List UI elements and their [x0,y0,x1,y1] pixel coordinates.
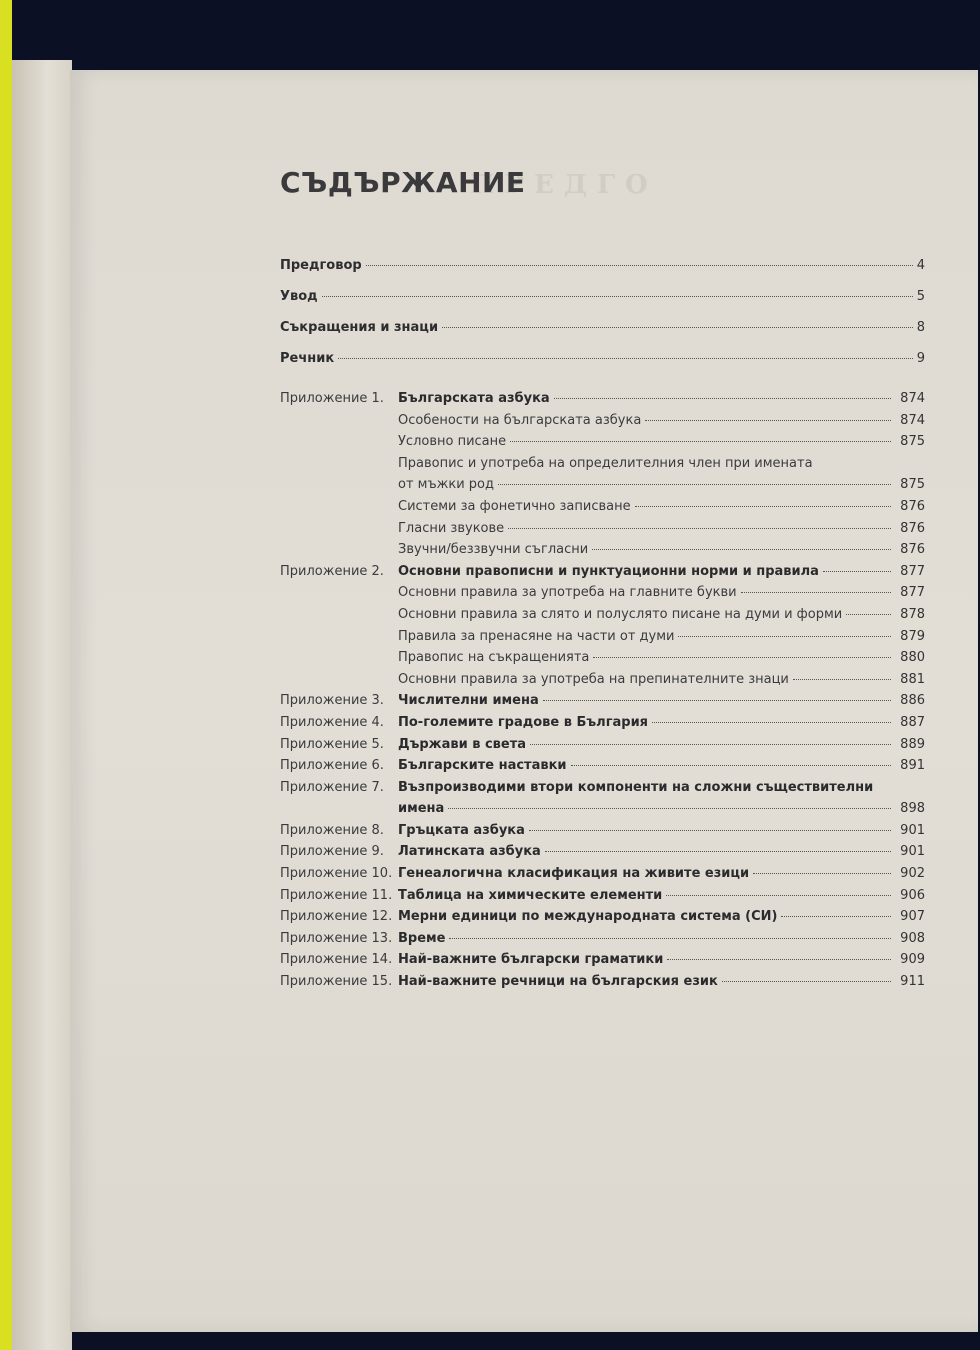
appendix-entries [398,928,925,950]
toc-entry-label: Българските наставки [398,758,567,774]
toc-page-number: 874 [900,412,925,428]
toc-row[interactable] [398,820,925,842]
toc-row[interactable] [398,755,925,777]
toc-row[interactable] [398,474,925,496]
toc-entry-label: Правила за пренасяне на части от думи [398,628,675,644]
appendix-label: Приложение 12. [280,909,393,925]
toc-entry-label: Речник [280,351,335,366]
appendix-entries [398,863,925,885]
dot-leader [823,571,891,572]
toc-entry-label: Най-важните речници на българския език [398,974,718,990]
dot-leader [510,441,891,442]
dot-leader [666,895,891,896]
toc-entry-label: Време [398,930,446,946]
toc-row[interactable] [398,712,925,734]
dot-leader [645,420,891,421]
toc-entry-label: Предговор [280,258,362,273]
toc-row[interactable] [398,453,925,475]
toc-entry-label: Особености на българската азбука [398,412,642,428]
appendix-label: Приложение 7. [280,779,384,795]
toc-page-number: 891 [900,758,925,774]
toc-row[interactable] [398,734,925,756]
appendix-group [280,885,925,907]
toc-entry-label: Съкращения и знаци [280,320,439,335]
toc-row[interactable] [398,690,925,712]
dot-leader [448,808,891,809]
appendix-group [280,820,925,842]
toc-page-number: 907 [900,909,925,925]
appendix-entries [398,777,925,820]
appendix-label: Приложение 9. [280,844,384,860]
toc-entry-label: Правопис и употреба на определителния член при имената [398,455,813,471]
dot-leader [635,506,891,507]
toc-row[interactable] [398,626,925,648]
appendix-entries [398,841,925,863]
dot-leader [793,679,891,680]
toc-entry-label: Основни правописни и пунктуационни норми и правила [398,563,819,579]
toc-page-number: 874 [900,391,925,406]
toc-page-number: 877 [900,563,925,579]
dot-leader [545,851,891,852]
appendix-group [280,712,925,734]
dot-leader [322,296,913,297]
toc-page-number: 8 [916,320,925,335]
appendix-group [280,906,925,928]
toc-entry-label: Звучни/беззвучни съгласни [398,542,589,558]
toc-page-number: 5 [916,289,925,304]
dot-leader [846,614,891,615]
appendix-list [280,388,925,993]
toc-page-number: 875 [900,477,925,493]
toc-entry-label: По-големите градове в България [398,714,649,730]
toc-row[interactable] [398,582,925,604]
toc-page-number: 876 [900,520,925,536]
toc-row[interactable] [398,798,925,820]
appendix-entries [398,755,925,777]
toc-page-number: 877 [900,585,925,601]
toc-page-number: 875 [900,434,925,450]
dot-leader [543,700,891,701]
appendix-entries [398,734,925,756]
dot-leader [498,484,891,485]
dot-leader [741,592,891,593]
toc-row[interactable] [398,841,925,863]
appendix-label: Приложение 6. [280,758,384,774]
appendix-entries [398,820,925,842]
book-edge-strip [0,0,12,1350]
appendix-label: Приложение 4. [280,714,384,730]
toc-row[interactable] [398,971,925,993]
appendix-group [280,863,925,885]
dot-leader [571,765,891,766]
appendix-label: Приложение 5. [280,736,384,752]
toc-page-number: 906 [900,887,925,903]
appendix-group [280,734,925,756]
toc-row[interactable] [280,289,925,320]
toc-row[interactable] [398,518,925,540]
appendix-group [280,949,925,971]
front-matter-list [280,258,925,382]
toc-entry-label: Таблица на химическите елементи [398,887,663,903]
appendix-entries [398,690,925,712]
toc-page-number: 878 [900,606,925,622]
toc-page-number: 876 [900,498,925,514]
dot-leader [722,981,891,982]
toc-page-number: 876 [900,542,925,558]
appendix-group [280,777,925,820]
toc-page-number: 901 [900,844,925,860]
toc-entry-label: Условно писане [398,434,507,450]
dot-leader [366,265,913,266]
toc-page-number: 880 [900,650,925,666]
appendix-label: Приложение 14. [280,952,393,968]
dot-leader [678,636,891,637]
appendix-label: Приложение 1. [280,391,384,406]
dot-leader [338,358,913,359]
table-of-contents [280,258,925,993]
toc-page-number: 4 [916,258,925,273]
appendix-entries [398,885,925,907]
toc-row[interactable] [280,258,925,289]
appendix-entries [398,388,925,561]
toc-entry-label: Числителни имена [398,693,539,709]
dot-leader [781,916,891,917]
toc-page-number: 902 [900,866,925,882]
appendix-label: Приложение 13. [280,930,393,946]
toc-entry-label: Основни правила за употреба на главните букви [398,585,737,601]
toc-page-number: 886 [900,693,925,709]
toc-entry-label: Основни правила за слято и полуслято писане на думи и форми [398,606,843,622]
toc-row[interactable] [398,647,925,669]
toc-row[interactable] [398,539,925,561]
appendix-group [280,971,925,993]
appendix-label: Приложение 11. [280,887,393,903]
toc-row[interactable] [398,410,925,432]
dot-leader [442,327,913,328]
toc-entry-label: Правопис на съкращенията [398,650,590,666]
toc-page-number: 901 [900,822,925,838]
toc-page-number: 879 [900,628,925,644]
appendix-label: Приложение 3. [280,693,384,709]
toc-page-number: 908 [900,930,925,946]
dot-leader [753,873,891,874]
toc-row[interactable] [398,561,925,583]
appendix-label: Приложение 8. [280,822,384,838]
toc-page-number: 898 [900,801,925,817]
toc-row[interactable] [398,777,925,799]
toc-entry-label: Латинската азбука [398,844,541,860]
appendix-entries [398,949,925,971]
toc-entry-label: Мерни единици по международната система (СИ) [398,909,778,925]
toc-row[interactable] [280,320,925,351]
bleed-through-text: ПРЕДГО [470,170,658,200]
toc-page-number: 881 [900,671,925,687]
appendix-group [280,561,925,691]
appendix-group [280,388,925,561]
dot-leader [529,830,891,831]
toc-page-number: 889 [900,736,925,752]
appendix-entries [398,712,925,734]
appendix-label: Приложение 2. [280,563,384,579]
toc-entry-label: Държави в света [398,736,527,752]
appendix-group [280,690,925,712]
toc-entry-label: Най-важните български граматики [398,952,664,968]
toc-entry-label: Възпроизводими втори компоненти на сложни съществителни [398,779,874,795]
toc-entry-label: от мъжки род [398,477,494,493]
dot-leader [530,744,891,745]
toc-row[interactable] [398,604,925,626]
dot-leader [508,528,891,529]
toc-page-number: 911 [900,974,925,990]
appendix-label: Приложение 10. [280,866,393,882]
toc-row[interactable] [398,431,925,453]
dot-leader [449,938,891,939]
appendix-entries [398,971,925,993]
toc-row[interactable] [398,885,925,907]
book-spine-edge [12,60,72,1350]
book-page [70,70,978,1332]
toc-entry-label: Системи за фонетично записване [398,498,631,514]
appendix-group [280,928,925,950]
toc-row[interactable] [398,496,925,518]
toc-entry-label: Увод [280,289,318,304]
toc-entry-label: имена [398,801,445,817]
toc-row[interactable] [398,863,925,885]
appendix-label: Приложение 15. [280,974,393,990]
appendix-group [280,755,925,777]
appendix-entries [398,906,925,928]
toc-entry-label: Основни правила за употреба на препинателните знаци [398,671,789,687]
dot-leader [667,959,891,960]
dot-leader [593,657,891,658]
toc-page-number: 9 [916,351,925,366]
toc-row[interactable] [398,669,925,691]
toc-page-number: 909 [900,952,925,968]
toc-row[interactable] [398,949,925,971]
toc-row[interactable] [398,906,925,928]
dot-leader [554,398,891,399]
toc-row[interactable] [398,388,925,410]
appendix-group [280,841,925,863]
toc-row[interactable] [280,351,925,382]
toc-page-number: 887 [900,714,925,730]
toc-entry-label: Генеалогична класификация на живите езици [398,866,750,882]
dot-leader [592,549,891,550]
toc-entry-label: Българската азбука [398,391,550,406]
toc-row[interactable] [398,928,925,950]
dot-leader [652,722,891,723]
toc-entry-label: Гръцката азбука [398,822,525,838]
toc-entry-label: Гласни звукове [398,520,505,536]
appendix-entries [398,561,925,691]
page-title: СЪДЪРЖАНИЕ [280,166,526,199]
